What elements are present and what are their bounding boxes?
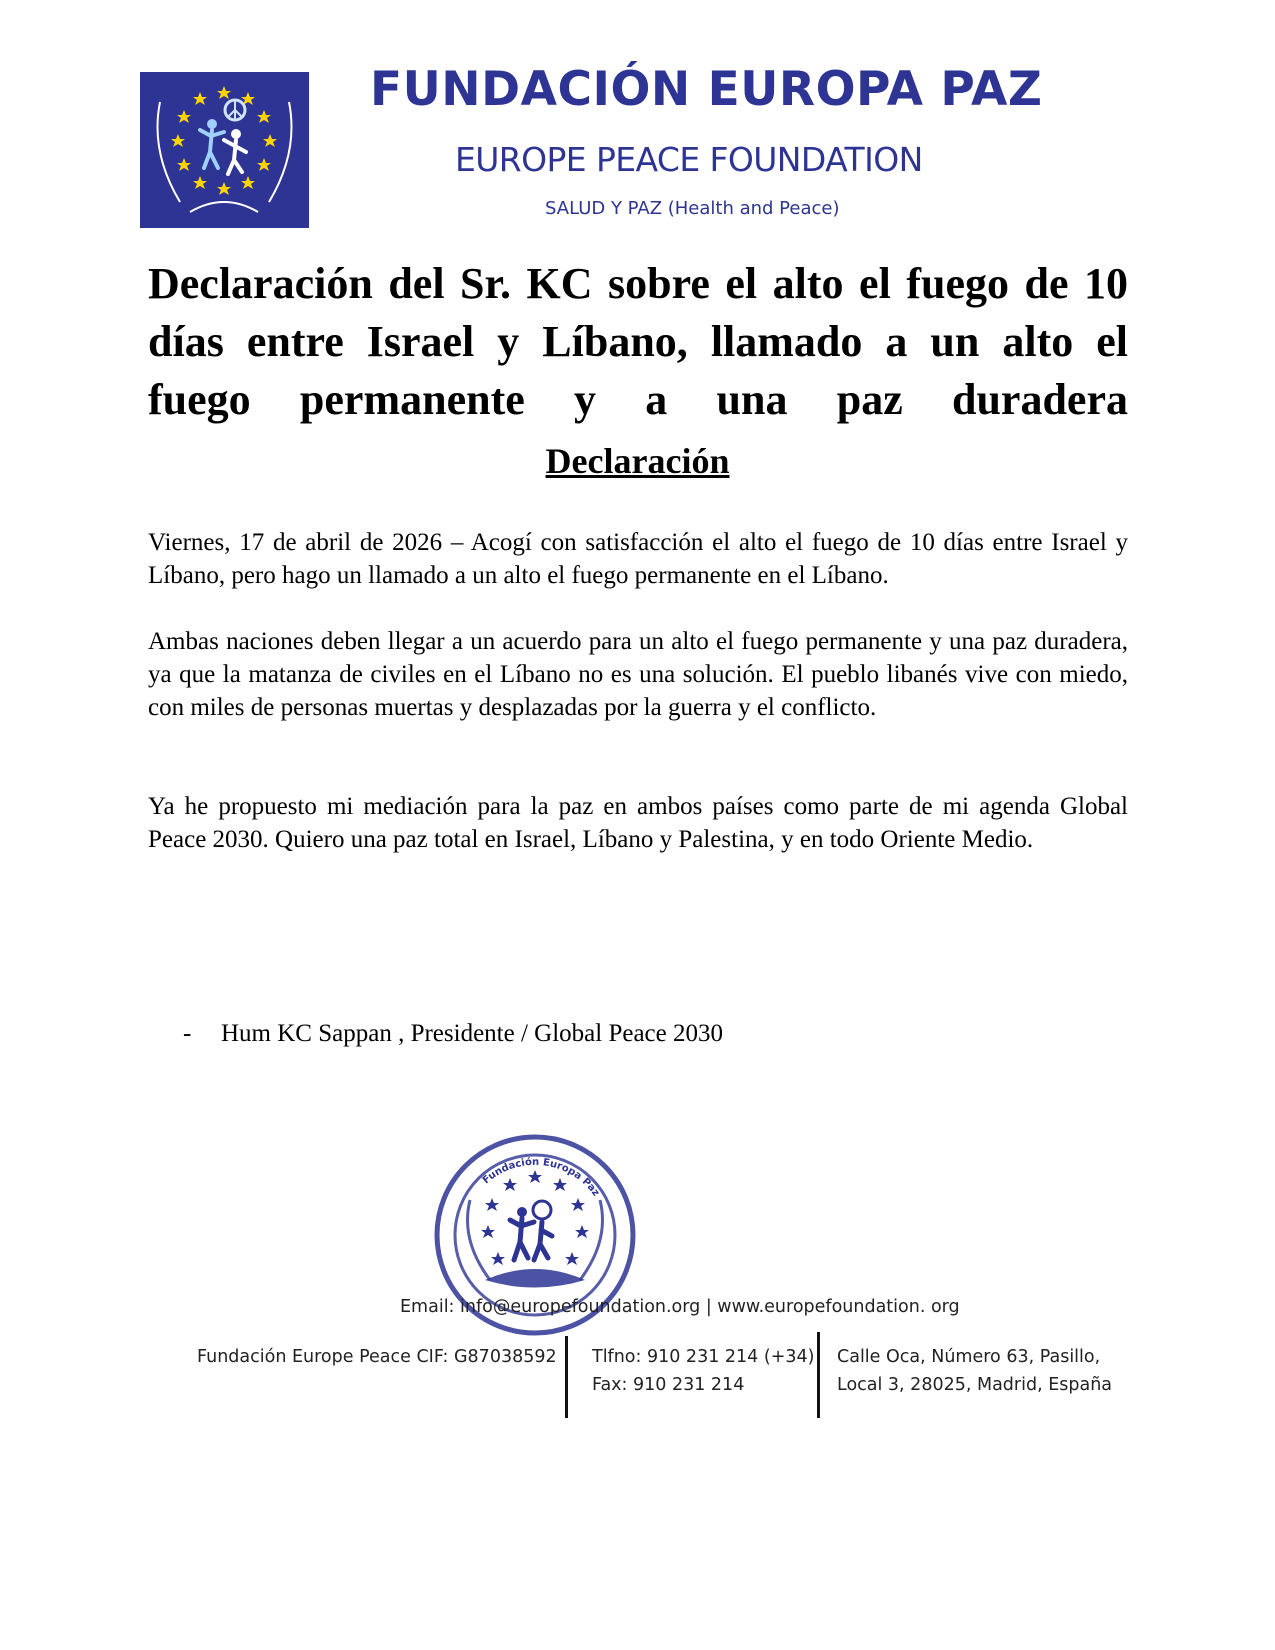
footer-divider-1 (565, 1336, 568, 1418)
footer-org-cif: Fundación Europe Peace CIF: G87038592 (197, 1347, 557, 1367)
org-name: FUNDACIÓN EUROPA PAZ (370, 62, 1043, 117)
org-name-english: EUROPE PEACE FOUNDATION (455, 140, 923, 179)
signature-text: Hum KC Sappan , Presidente / Global Peace 2030 (221, 1020, 723, 1047)
foundation-logo (140, 72, 309, 228)
stamp-ring-text: Fundación Europa Paz (480, 1156, 602, 1199)
footer-phone: Tlfno: 910 231 214 (+34) (592, 1347, 815, 1367)
footer-address-line-1: Calle Oca, Número 63, Pasillo, (837, 1347, 1101, 1367)
peace-children-stars-icon (140, 72, 309, 228)
paragraph-3: Ya he propuesto mi mediación para la paz en ambos países como parte de mi agenda Global Peace 2030. Quiero una paz total en Israel, Líbano y Palestina, y en todo Oriente Medio. (148, 793, 1128, 853)
document-title: Declaración del Sr. KC sobre el alto el fuego de 10 días entre Israel y Líbano, llamado a un alto el fuego permanente y a una paz duradera (148, 259, 1128, 424)
signature-dash: - (183, 1020, 192, 1047)
footer-contact-email-web: Email: info@europefoundation.org | www.europefoundation. org (400, 1297, 960, 1317)
document-subtitle: Declaración (545, 441, 730, 481)
footer-fax: Fax: 910 231 214 (592, 1375, 745, 1395)
signature-line (183, 1020, 723, 1048)
paragraph-1: Viernes, 17 de abril de 2026 – Acogí con satisfacción el alto el fuego de 10 días entre Israel y Líbano, pero hago un llamado a un alto el fuego permanente en el Líbano. (148, 529, 1128, 589)
footer-divider-2 (817, 1332, 820, 1418)
paragraph-2: Ambas naciones deben llegar a un acuerdo para un alto el fuego permanente y una paz duradera, ya que la matanza de civiles en el Líbano no es una solución. El pueblo libanés vive con miedo, con miles de personas muertas y desplazadas por la guerra y el conflicto. (148, 628, 1128, 721)
org-tagline: SALUD Y PAZ (Health and Peace) (545, 198, 840, 219)
footer-address-line-2: Local 3, 28025, Madrid, España (837, 1375, 1113, 1395)
